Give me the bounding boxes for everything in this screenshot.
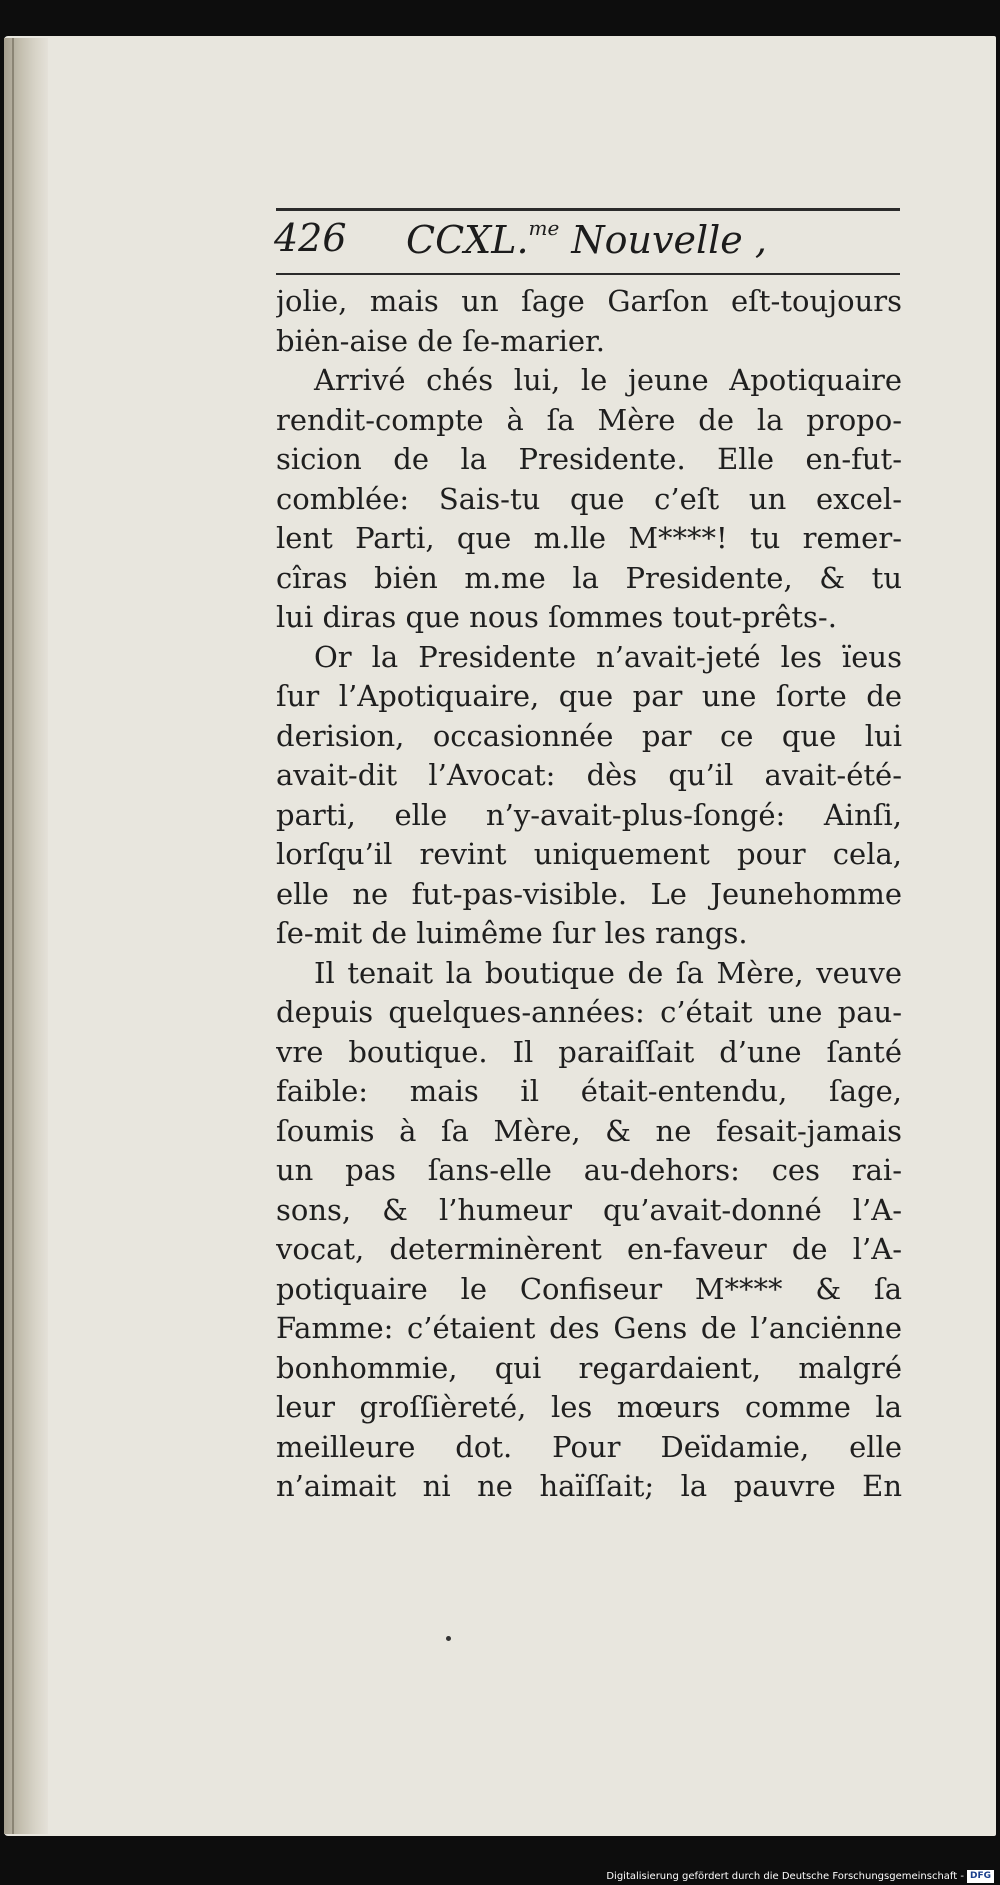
- text-line: un pas ſans-elle au-dehors: ces rai-: [276, 1153, 902, 1187]
- text-line: biėn-aise de ſe-marier.: [276, 323, 605, 358]
- running-header: [274, 212, 900, 272]
- text-line: Arrivé chés lui, le jeune Apotiquaire: [314, 363, 902, 397]
- text-line: jolie, mais un ſage Garſon eſt-toujours: [276, 284, 902, 318]
- dfg-logo: DFG: [967, 1870, 994, 1883]
- text-line: rendit-compte à ſa Mère de la propo-: [276, 402, 902, 437]
- running-title-rest: Nouvelle ,: [559, 218, 767, 262]
- body-text: [276, 282, 902, 1507]
- text-line: Famme: c’étaient des Gens de l’anciėnne: [276, 1311, 902, 1345]
- text-line: avait-dit l’Avocat: dès qu’il avait-été-: [276, 758, 902, 792]
- header-bottom-rule: [276, 273, 900, 275]
- digitization-credit: Digitalisierung gefördert durch die Deutsche Forschungsgemeinschaft -: [606, 1870, 964, 1882]
- text-line: lorſqu’il revint uniquement pour cela,: [276, 837, 902, 871]
- running-title-superscript: me: [528, 216, 560, 240]
- text-line: potiquaire le Confiseur M**** & ſa: [276, 1271, 902, 1306]
- page-number: 426: [274, 216, 347, 260]
- text-line: ſur l’Apotiquaire, que par une ſorte de: [276, 679, 902, 713]
- text-line: n’aimait ni ne haïſſait; la pauvre En: [276, 1469, 902, 1503]
- text-line: vocat, determinèrent en-faveur de l’A-: [276, 1232, 902, 1266]
- book-spine-edge: [4, 38, 48, 1834]
- text-line: sicion de la Presidente. Elle en-fut-: [276, 442, 902, 476]
- text-line: depuis quelques-années: c’était une pau-: [276, 995, 902, 1029]
- digitization-footer: [606, 1868, 994, 1884]
- text-line: derision, occasionnée par ce que lui: [276, 718, 902, 753]
- ink-mark: [446, 1636, 451, 1641]
- text-line: faible: mais il était-entendu, ſage,: [276, 1074, 902, 1108]
- spine-crease: [12, 38, 14, 1834]
- text-line: elle ne fut-pas-visible. Le Jeunehomme: [276, 876, 902, 911]
- text-line: lent Parti, que m.lle M****! tu remer-: [276, 521, 902, 555]
- text-line: vre boutique. Il paraiſſait d’une ſanté: [276, 1034, 902, 1069]
- text-line: Or la Presidente n’avait-jeté les ïeus: [314, 639, 902, 674]
- text-line: lui diras que nous ſommes tout-prêts-.: [276, 600, 837, 634]
- text-line: leur groſſièreté, les mœurs comme la: [276, 1390, 902, 1424]
- header-top-rule: [276, 208, 900, 211]
- text-line: ſoumis à ſa Mère, & ne fesait-jamais: [276, 1113, 902, 1148]
- text-line: parti, elle n’y-avait-plus-ſongé: Ainſi,: [276, 797, 902, 832]
- text-line: ſe-mit de luimême ſur les rangs.: [276, 916, 748, 950]
- running-title: [406, 216, 767, 262]
- running-title-main: CCXL.: [406, 218, 529, 262]
- text-line: sons, & l’humeur qu’avait-donné l’A-: [276, 1192, 902, 1227]
- text-line: cîras biėn m.me la Presidente, & tu: [276, 560, 902, 595]
- text-line: meilleure dot. Pour Deïdamie, elle: [276, 1429, 902, 1464]
- text-line: Il tenait la boutique de ſa Mère, veuve: [314, 955, 902, 990]
- text-line: bonhommie, qui regardaient, malgré: [276, 1350, 902, 1385]
- text-line: comblée: Sais-tu que c’eſt un excel-: [276, 481, 902, 516]
